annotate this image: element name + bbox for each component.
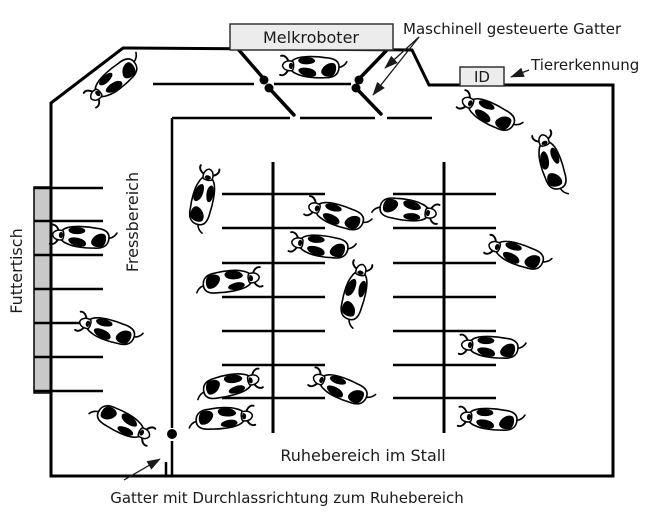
gate-left-upper xyxy=(238,49,264,79)
gate-pivot xyxy=(352,84,361,93)
tiererkennung-label: Tiererkennung xyxy=(531,56,640,74)
ruhebereich-label: Ruhebereich im Stall xyxy=(280,446,446,465)
cow xyxy=(194,266,262,296)
cow xyxy=(484,234,553,275)
cow xyxy=(75,311,144,350)
inner-wall xyxy=(166,118,172,476)
gate-left-lower xyxy=(269,88,294,115)
cow xyxy=(83,50,147,108)
gate-pivot xyxy=(265,84,274,93)
cow xyxy=(188,405,256,432)
gate-right-upper xyxy=(359,51,386,79)
cow xyxy=(531,130,571,199)
cow xyxy=(50,224,118,251)
one-way-gate-pivot xyxy=(167,429,177,439)
cow xyxy=(459,334,527,361)
futtertisch-label: Futtertisch xyxy=(7,228,26,314)
cow xyxy=(87,398,155,447)
cow xyxy=(304,195,373,235)
cow xyxy=(280,55,347,79)
cow xyxy=(456,89,524,138)
cow xyxy=(288,231,356,261)
cow xyxy=(308,366,377,410)
gate-pivot xyxy=(355,76,364,85)
cow xyxy=(185,165,220,234)
gatter-durchlass-label: Gatter mit Durchlassrichtung zum Ruhebereich xyxy=(110,489,464,507)
cow xyxy=(371,195,439,225)
gate-pivot xyxy=(260,76,269,85)
cow xyxy=(336,260,373,329)
melkroboter-box xyxy=(230,24,393,50)
melkroboter-label: Melkroboter xyxy=(262,28,360,47)
cow xyxy=(458,406,526,433)
fressbereich-label: Fressbereich xyxy=(123,171,142,273)
id-box xyxy=(460,67,504,86)
tiererkennung-arrow xyxy=(511,70,529,77)
id-label: ID xyxy=(474,68,490,86)
gate-right-lower xyxy=(356,88,381,114)
maschinell-gatter-label: Maschinell gesteuerte Gatter xyxy=(403,20,622,38)
